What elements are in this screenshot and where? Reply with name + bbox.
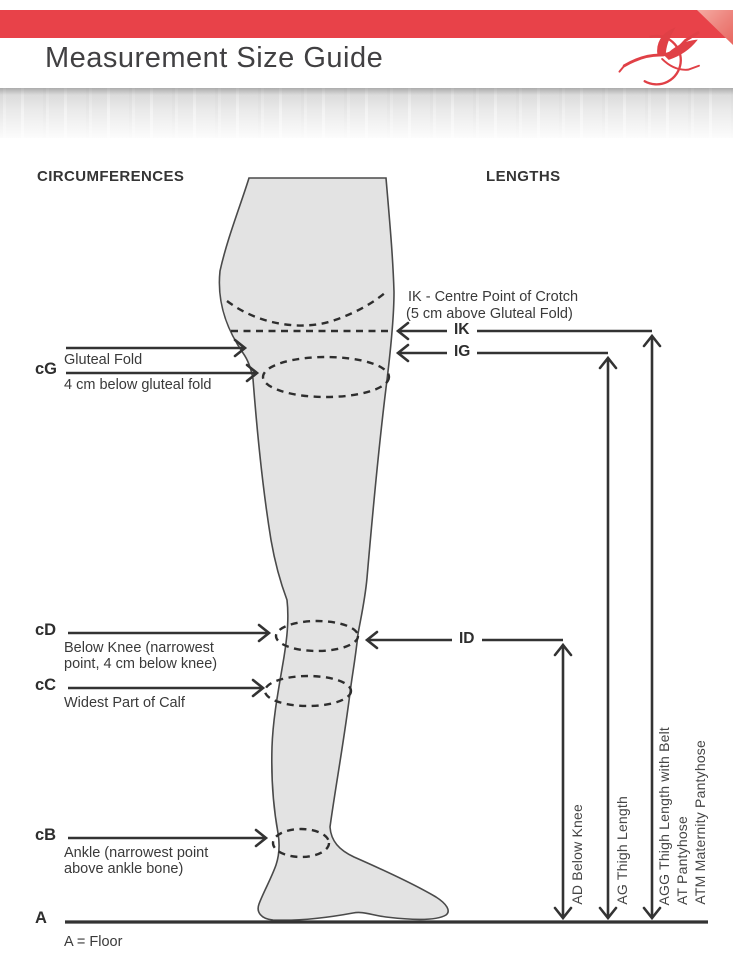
cd-description-line1: Below Knee (narrowest <box>64 640 214 656</box>
circumferences-heading: CIRCUMFERENCES <box>37 168 185 185</box>
cd-description-line2: point, 4 cm below knee) <box>64 656 218 672</box>
id-code-label: ID <box>452 631 482 647</box>
cc-description: Widest Part of Calf <box>64 695 185 711</box>
cb-code-label: cB <box>35 826 57 844</box>
ik-note-line2: (5 cm above Gluteal Fold) <box>406 306 573 322</box>
a-code-label: A <box>35 909 47 927</box>
ik-code-label: IK <box>447 322 477 338</box>
lengths-heading: LENGTHS <box>486 168 561 185</box>
a-floor-label: A = Floor <box>64 934 123 950</box>
ig-code-label: IG <box>447 344 477 360</box>
cc-code-label: cC <box>35 676 57 694</box>
measurement-arrows <box>65 331 708 922</box>
ad-below-knee-label: AD Below Knee <box>569 804 585 905</box>
at-pantyhose-label: AT Pantyhose <box>674 815 690 905</box>
cg-description: 4 cm below gluteal fold <box>64 377 212 393</box>
page-title: Measurement Size Guide <box>45 42 384 74</box>
agg-thigh-length-with-belt-label: AGG Thigh Length with Belt <box>656 726 672 905</box>
ag-thigh-length-label: AG Thigh Length <box>614 796 630 905</box>
atm-maternity-pantyhose-label: ATM Maternity Pantyhose <box>692 740 708 905</box>
ik-note-line1: IK - Centre Point of Crotch <box>408 289 579 305</box>
gluteal-fold-label: Gluteal Fold <box>64 352 143 368</box>
cd-code-label: cD <box>35 621 57 639</box>
cb-description-line1: Ankle (narrowest point <box>64 845 209 861</box>
cg-code-label: cG <box>35 360 58 378</box>
cb-description-line2: above ankle bone) <box>64 861 184 877</box>
